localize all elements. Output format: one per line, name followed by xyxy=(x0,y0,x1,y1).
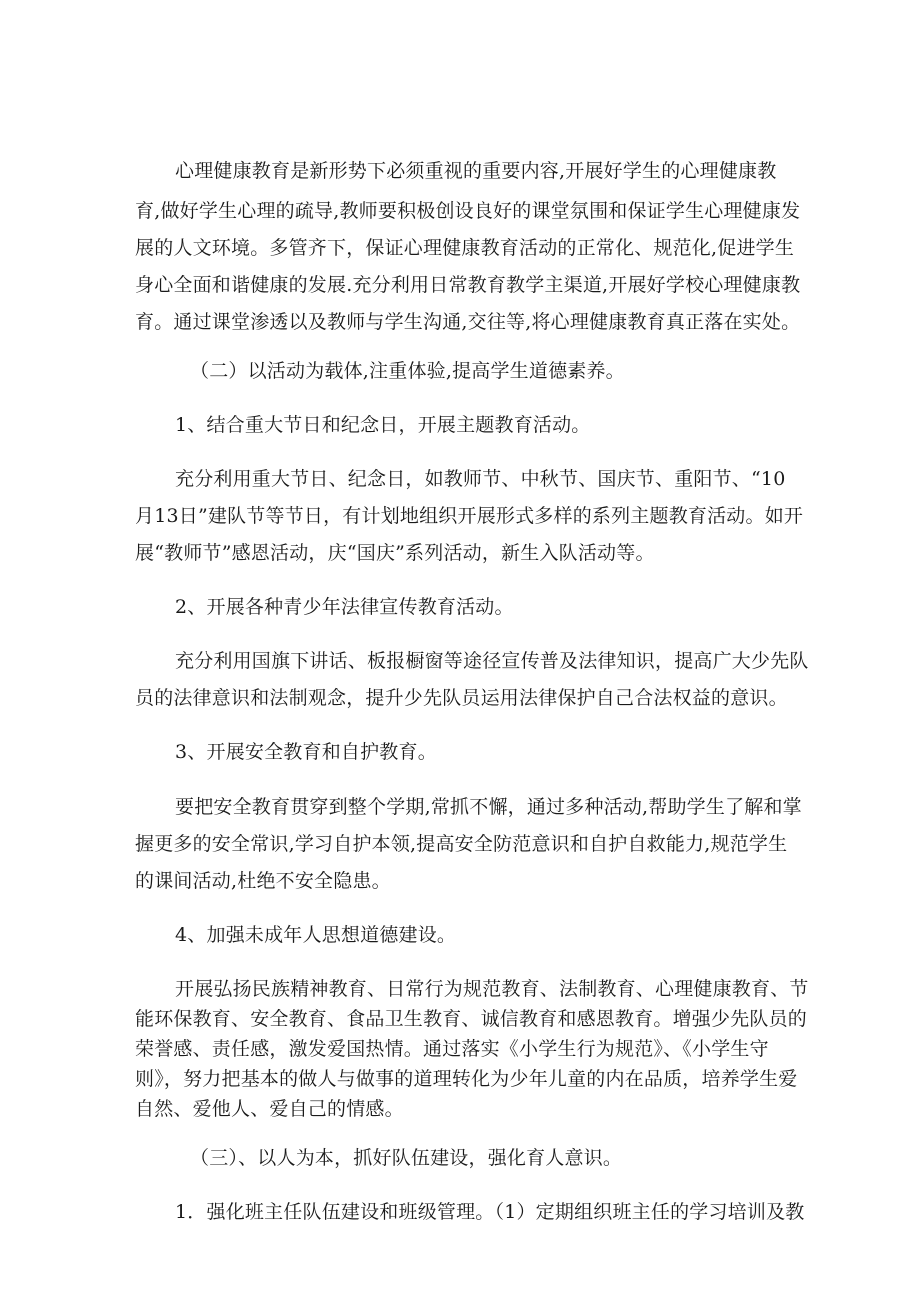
paragraph-line: 员的法律意识和法制观念，提升少先队员运用法律保护自己合法权益的意识。 xyxy=(135,687,788,709)
paragraph-line: 展的人文环境。多管齐下，保证心理健康教育活动的正常化、规范化,促进学生 xyxy=(135,237,795,259)
paragraph-line: 能环保教育、安全教育、食品卫生教育、诚信教育和感恩教育。增强少先队员的 xyxy=(135,1008,808,1030)
paragraph-line: 要把安全教育贯穿到整个学期,常抓不懈，通过多种活动,帮助学生了解和掌 xyxy=(175,796,802,818)
paragraph-line: 育。通过课堂渗透以及教师与学生沟通,交往等,将心理健康教育真正落在实处。 xyxy=(135,311,801,333)
section-heading: （三）、以人为本，抓好队伍建设，强化育人意识。 xyxy=(190,1147,623,1169)
subsection-heading: 4、加强未成年人思想道德建设。 xyxy=(175,924,457,946)
paragraph-line: 1．强化班主任队伍建设和班级管理。（1）定期组织班主任的学习培训及教 xyxy=(175,1201,805,1223)
subsection-heading: 3、开展安全教育和自护教育。 xyxy=(175,741,437,763)
section-heading: （二）以活动为载体,注重体验,提高学生道德素养。 xyxy=(190,360,625,382)
paragraph-line: 充分利用国旗下讲话、板报橱窗等途径宣传普及法律知识，提高广大少先队 xyxy=(175,650,809,672)
paragraph-line: 心理健康教育是新形势下必须重视的重要内容,开展好学生的心理健康教 xyxy=(175,160,777,182)
paragraph-line: 荣誉感、责任感，激发爱国热情。通过落实《小学生行为规范》、《小学生守 xyxy=(135,1038,769,1060)
paragraph-line: 握更多的安全常识,学习自护本领,提高安全防范意识和自护自救能力,规范学生 xyxy=(135,833,788,855)
subsection-heading: 2、开展各种青少年法律宣传教育活动。 xyxy=(175,596,514,618)
paragraph-line: 则》，努力把基本的做人与做事的道理转化为少年儿童的内在品质，培养学生爱 xyxy=(135,1068,798,1090)
paragraph-line: 充分利用重大节日、纪念日，如教师节、中秋节、国庆节、重阳节、“10 xyxy=(175,468,786,490)
paragraph-line: 开展弘扬民族精神教育、日常行为规范教育、法制教育、心理健康教育、节 xyxy=(175,978,809,1000)
paragraph-line: 的课间活动,杜绝不安全隐患。 xyxy=(135,870,391,892)
paragraph-line: 育,做好学生心理的疏导,教师要积极创设良好的课堂氛围和保证学生心理健康发 xyxy=(135,200,801,222)
paragraph-line: 身心全面和谐健康的发展.充分利用日常教育教学主渠道,开展好学校心理健康教 xyxy=(135,274,801,296)
paragraph-line: 展“教师节”感恩活动，庆“国庆”系列活动，新生入队活动等。 xyxy=(135,542,655,564)
subsection-heading: 1、结合重大节日和纪念日，开展主题教育活动。 xyxy=(175,414,591,436)
paragraph-line: 月13日”建队节等节日，有计划地组织开展形式多样的系列主题教育活动。如开 xyxy=(135,505,804,527)
paragraph-line: 自然、爱他人、爱自己的情感。 xyxy=(135,1098,404,1120)
